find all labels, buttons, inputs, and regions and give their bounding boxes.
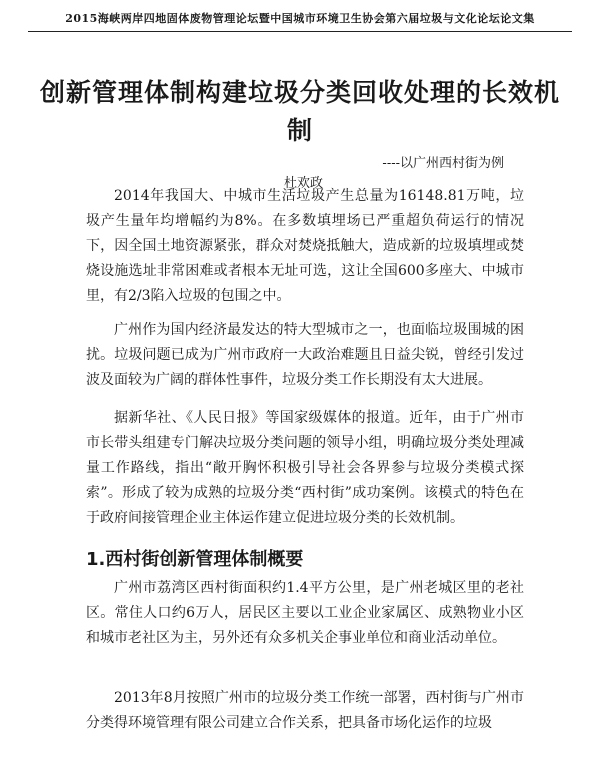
header-rule [28,31,572,32]
page-title: 创新管理体制构建垃圾分类回收处理的长效机制 [40,78,561,145]
paragraph-5: 2013年8月按照广州市的垃圾分类工作统一部署，西村街与广州市分类得环境管理有限公司建立合作关系，把具备市场化运作的垃圾 [86,690,524,731]
author: 杜欢政 [284,176,324,191]
running-header: 2015海峡两岸四地固体废物管理论坛暨中国城市环境卫生协会第六届垃圾与文化论坛论文集 [65,12,535,25]
paragraph-1: 2014年我国大、中城市生活垃圾产生总量为16148.81万吨，垃圾产生量年均增幅约为8%。在多数填埋场已严重超负荷运行的情况下，因全国土地资源紧张，群众对焚烧抵触大，造成新的垃圾填埋或焚烧设施选址非常困难或者根本无址可选，这让全国600多座大、中城市里，有2/3陷入垃圾的包围之中。 [86,188,524,304]
paragraph-4: 广州市荔湾区西村街面积约1.4平方公里，是广州老城区里的老社区。常住人口约6万人，居民区主要以工业企业家属区、成熟物业小区和城市老社区为主，另外还有众多机关企事业单位和商业活动单位。 [86,580,524,646]
section-heading-1: 1.西村街创新管理体制概要 [86,549,304,570]
paragraph-2: 广州作为国内经济最发达的特大型城市之一，也面临垃圾围城的困扰。垃圾问题已成为广州市政府一大政治难题且日益尖锐，曾经引发过波及面较为广阔的群体性事件，垃圾分类工作长期没有太大进展。 [86,322,524,388]
paragraph-3: 据新华社、《人民日报》等国家级媒体的报道。近年，由于广州市市长带头组建专门解决垃圾分类问题的领导小组，明确垃圾分类处理减量工作路线，指出“敞开胸怀积极引导社会各界参与垃圾分类模式探索”。形成了较为成熟的垃圾分类“西村街”成功案例。该模式的特色在于政府间接管理企业主体运作建立促进垃圾分类的长效机制。 [86,410,524,526]
subtitle: ----以广州西村街为例 [382,156,504,171]
